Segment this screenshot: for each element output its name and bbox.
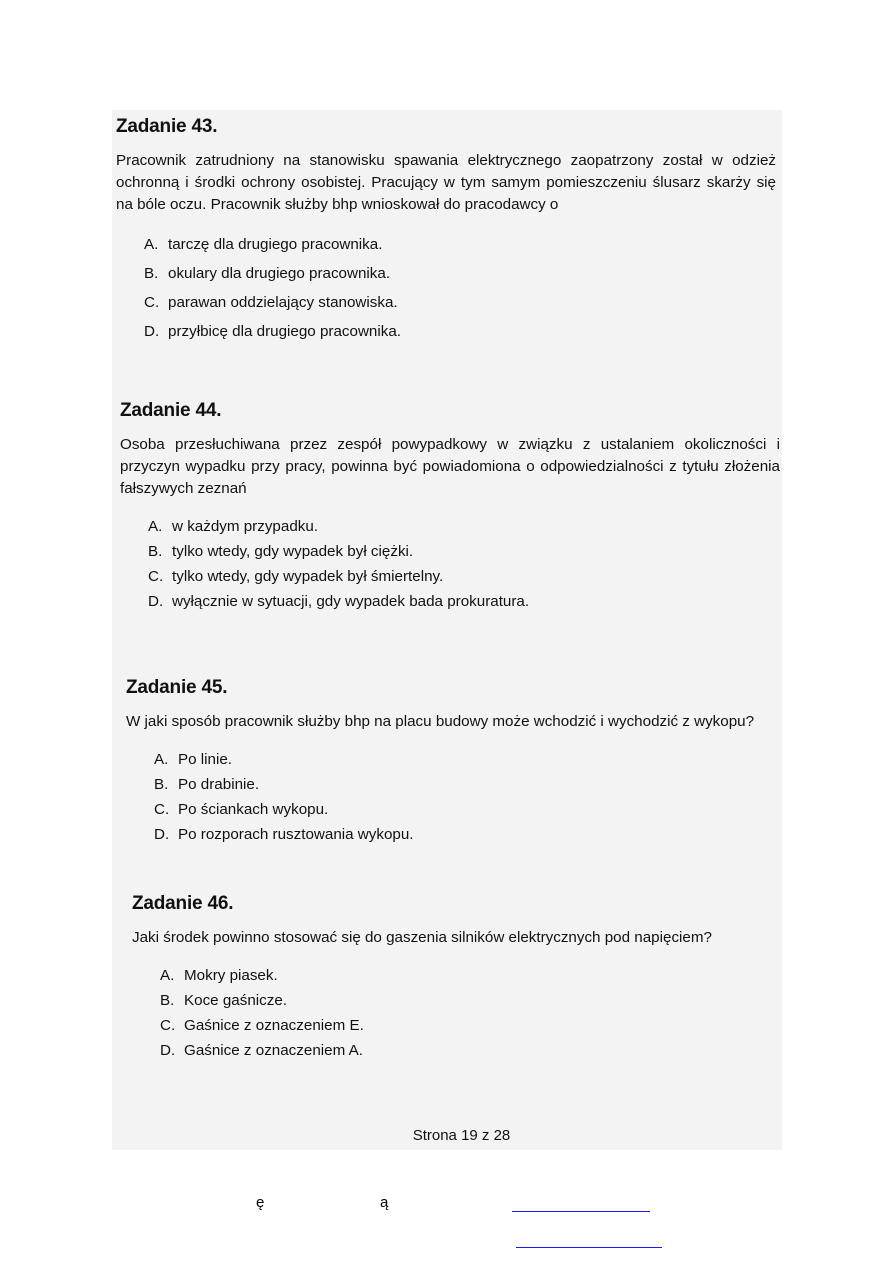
- option-text: Po drabinie.: [178, 776, 260, 793]
- answer-option: [154, 797, 786, 822]
- footer-link[interactable]: [516, 1247, 662, 1248]
- option-letter: C.: [148, 568, 164, 585]
- task-43: [116, 116, 776, 346]
- task-question: W jaki sposób pracownik służby bhp na placu budowy może wchodzić i wychodzić z wykopu?: [126, 713, 755, 730]
- answer-option: [148, 589, 780, 614]
- answer-option: [144, 230, 776, 259]
- answer-list: [126, 747, 786, 847]
- option-text: przyłbicę dla drugiego pracownika.: [168, 323, 402, 340]
- answer-option: [160, 1013, 792, 1038]
- task-title: Zadanie 43.: [116, 116, 218, 137]
- task-question: Pracownik zatrudniony na stanowisku spawania elektrycznego zaopatrzony został w odzież ochronną i środki ochrony osobistej. Pracujący w tym samym pomieszczeniu ślusarz skarży się na bóle oczu. Pracownik służby bhp wnioskował do pracodawcy o: [116, 152, 776, 213]
- page-number: Strona 19 z 28: [412, 1127, 511, 1144]
- footer-char: ą: [380, 1194, 389, 1211]
- answer-option: [148, 564, 780, 589]
- option-letter: A.: [160, 967, 175, 984]
- option-letter: C.: [160, 1017, 176, 1034]
- task-title: Zadanie 46.: [132, 893, 234, 914]
- task-45: [126, 677, 786, 847]
- option-text: tylko wtedy, gdy wypadek był ciężki.: [172, 543, 414, 560]
- answer-option: [148, 514, 780, 539]
- option-text: Po rozporach rusztowania wykopu.: [178, 826, 414, 843]
- option-text: parawan oddzielający stanowiska.: [168, 294, 398, 311]
- answer-list: [116, 230, 776, 346]
- task-title: Zadanie 44.: [120, 400, 222, 421]
- answer-option: [144, 288, 776, 317]
- option-text: Gaśnice z oznaczeniem E.: [184, 1017, 364, 1034]
- option-text: Koce gaśnicze.: [184, 992, 287, 1009]
- option-letter: D.: [144, 323, 160, 340]
- option-letter: D.: [154, 826, 170, 843]
- footer-char: ę: [256, 1194, 265, 1211]
- option-text: w każdym przypadku.: [172, 518, 319, 535]
- answer-option: [144, 259, 776, 288]
- answer-list: [120, 514, 780, 614]
- option-text: Gaśnice z oznaczeniem A.: [184, 1042, 363, 1059]
- task-question: Jaki środek powinno stosować się do gaszenia silników elektrycznych pod napięciem?: [132, 929, 712, 946]
- option-letter: B.: [144, 265, 159, 282]
- option-text: okulary dla drugiego pracownika.: [168, 265, 391, 282]
- option-text: tylko wtedy, gdy wypadek był śmiertelny.: [172, 568, 444, 585]
- answer-option: [160, 988, 792, 1013]
- option-letter: A.: [154, 751, 169, 768]
- option-letter: B.: [160, 992, 175, 1009]
- option-text: Po linie.: [178, 751, 233, 768]
- option-letter: B.: [148, 543, 163, 560]
- answer-option: [160, 963, 792, 988]
- option-letter: C.: [154, 801, 170, 818]
- task-46: [132, 893, 792, 1063]
- task-question: Osoba przesłuchiwana przez zespół powypadkowy w związku z ustalaniem okoliczności i przyczyn wypadku przy pracy, powinna być powiadomiona o odpowiedzialności z tytułu złożenia fałszywych zeznań: [120, 436, 780, 497]
- option-text: tarczę dla drugiego pracownika.: [168, 236, 383, 253]
- option-text: Mokry piasek.: [184, 967, 278, 984]
- answer-option: [148, 539, 780, 564]
- answer-option: [154, 747, 786, 772]
- footer-link[interactable]: [512, 1211, 650, 1212]
- task-title: Zadanie 45.: [126, 677, 228, 698]
- answer-list: [132, 963, 792, 1063]
- answer-option: [144, 317, 776, 346]
- option-letter: C.: [144, 294, 160, 311]
- answer-option: [160, 1038, 792, 1063]
- option-text: wyłącznie w sytuacji, gdy wypadek bada prokuratura.: [172, 593, 530, 610]
- option-letter: B.: [154, 776, 169, 793]
- answer-option: [154, 772, 786, 797]
- option-letter: A.: [148, 518, 163, 535]
- answer-option: [154, 822, 786, 847]
- option-text: Po ściankach wykopu.: [178, 801, 329, 818]
- task-44: [120, 400, 780, 614]
- option-letter: D.: [160, 1042, 176, 1059]
- option-letter: D.: [148, 593, 164, 610]
- option-letter: A.: [144, 236, 159, 253]
